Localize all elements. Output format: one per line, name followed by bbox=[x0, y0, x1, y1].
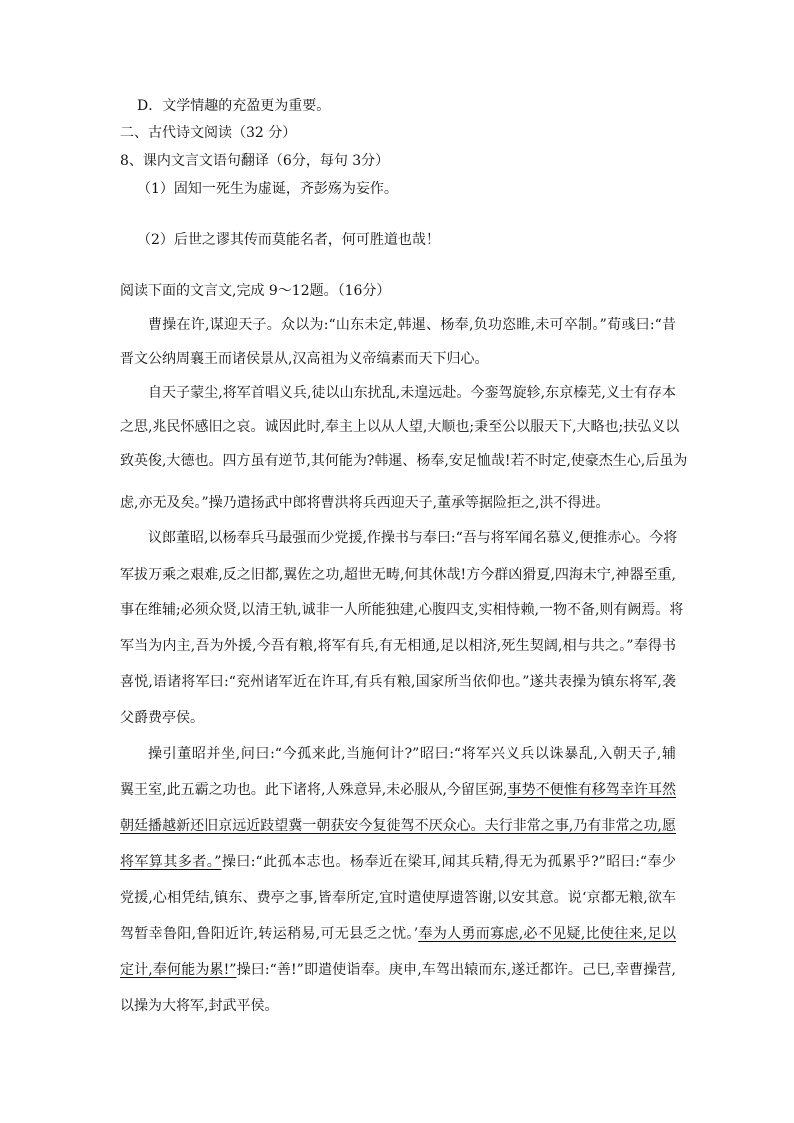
passage-line bbox=[120, 925, 676, 943]
reading-instructions: 阅读下面的文言文,完成 9～12题。（16分） bbox=[120, 283, 391, 299]
passage-text: 操曰:“善!”即遣使诣奉。庚申,车驾出辕而东,遂迁都许。己巳,幸曹操营, bbox=[236, 962, 676, 978]
passage-line: 事在维辅;必须众贤,以清王轨,诚非一人所能独建,心腹四支,实相恃赖,一物不备,则有阙焉。将 bbox=[120, 602, 684, 618]
passage-line: 操引董昭并坐,问曰:“今孤来此,当施何计?”昭曰:“将军兴义兵以诛暴乱,入朝天子,辅 bbox=[148, 746, 676, 762]
underlined-sentence: 事势不便惟有移驾幸许耳然 bbox=[507, 782, 676, 798]
passage-line: 自天子蒙尘,将军首唱义兵,徒以山东扰乱,未遑远赴。今銮驾旋轸,东京榛芜,义士有存本 bbox=[148, 385, 676, 401]
passage-text: 翼王室,此五霸之功也。此下诸将,人殊意异,未必服从,今留匡弼, bbox=[120, 782, 508, 798]
passage-line: 军当为内主,吾为外援,今吾有粮,将军有兵,有无相通,足以相济,死生契阔,相与共之。”奉得书 bbox=[120, 638, 676, 654]
passage-line: 虑,亦无及矣。”操乃遣扬武中郎将曹洪将兵西迎天子,董承等据险拒之,洪不得进。 bbox=[120, 495, 610, 511]
passage-line: 喜悦,语诸将军曰:“兖州诸军近在许耳,有兵有粮,国家所当依仰也。”遂共表操为镇东将军,袭 bbox=[120, 674, 676, 690]
passage-line: 曹操在许,谋迎天子。众以为:“山东未定,韩暹、杨奉,负功恣睢,未可卒制。”荀彧曰:“昔 bbox=[148, 317, 676, 333]
underlined-sentence: 夫行非常之事,乃有非常之功,愿 bbox=[484, 818, 677, 834]
passage-line bbox=[120, 961, 676, 979]
option-d: D．文学情趣的充盈更为重要。 bbox=[137, 98, 331, 114]
underlined-sentence: 奉为人勇而寡虑,必不见疑,比使往来,足以 bbox=[418, 926, 676, 942]
underlined-sentence: 将军算其多者。” bbox=[120, 854, 222, 870]
passage-line: 晋文公纳周襄王而诸侯景从,汉高祖为义帝缟素而天下归心。 bbox=[120, 351, 489, 367]
question-8-item-2: （2）后世之谬其传而莫能名者，何可胜道也哉！ bbox=[137, 232, 440, 248]
passage-line bbox=[120, 817, 676, 835]
passage-line: 以操为大将军,封武平侯。 bbox=[120, 998, 279, 1014]
passage-line: 致英俊,大德也。四方虽有逆节,其何能为?韩暹、杨奉,安足恤哉!若不时定,使豪杰生心,后虽为 bbox=[120, 453, 688, 469]
passage-line: 党援,心相凭结,镇东、费亭之事,皆奉所定,宜时遣使厚遗答谢,以安其意。说‘京都无粮,欲车 bbox=[120, 890, 676, 906]
passage-line: 议郎董昭,以杨奉兵马最强而少党援,作操书与奉曰:“吾与将军闻名慕义,便推赤心。今将 bbox=[148, 530, 678, 546]
underlined-sentence: 朝廷播越新还旧京远近跂望冀一朝获安今复徙驾不厌众心。 bbox=[120, 818, 485, 834]
section-heading: 二、古代诗文阅读（32 分） bbox=[120, 125, 297, 141]
question-8: 8、课内文言文语句翻译（6分，每句 3分） bbox=[120, 153, 390, 169]
passage-line: 父爵费亭侯。 bbox=[120, 710, 204, 726]
question-8-item-1: （1）固知一死生为虚诞，齐彭殇为妄作。 bbox=[137, 181, 398, 197]
passage-line bbox=[120, 853, 676, 871]
passage-line bbox=[120, 781, 676, 799]
passage-text: 操曰:“此孤本志也。杨奉近在梁耳,闻其兵精,得无为孤累乎?”昭曰:“奉少 bbox=[221, 854, 676, 870]
passage-line: 军拔万乘之艰难,反之旧都,翼佐之功,超世无畴,何其休哉!方今群凶猾夏,四海未宁,神器至重, bbox=[120, 567, 676, 583]
underlined-sentence: 定计,奉何能为累!” bbox=[120, 962, 237, 978]
passage-line: 之思,兆民怀感旧之哀。诚因此时,奉主上以从人望,大顺也;秉至公以服天下,大略也;扶弘义以 bbox=[120, 419, 680, 435]
passage-text: 驾暂幸鲁阳,鲁阳近许,转运稍易,可无县乏之忧。’ bbox=[120, 926, 419, 942]
